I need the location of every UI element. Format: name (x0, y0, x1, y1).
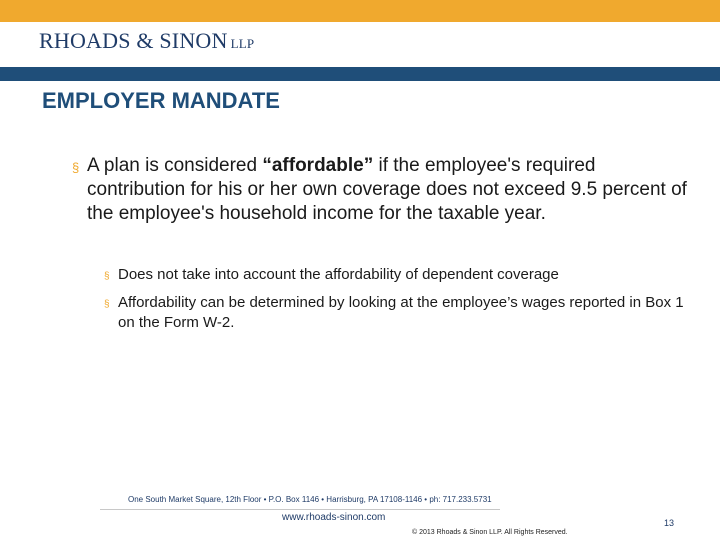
top-accent-bar (0, 0, 720, 22)
logo-suffix: LLP (230, 36, 255, 51)
logo-name: RHOADS & SINON (39, 28, 228, 53)
sub-bullet (104, 265, 684, 285)
main-bullet-text-start: A plan is considered (87, 155, 263, 176)
main-bullet (72, 154, 692, 226)
footer-address: One South Market Square, 12th Floor • P.O. Box 1146 • Harrisburg, PA 17108-1146 • ph: 717.233.5731 (128, 495, 492, 504)
header-divider-bar (0, 67, 720, 81)
sub-bullet-text: Does not take into account the affordability of dependent coverage (118, 266, 559, 283)
sub-bullet (104, 293, 684, 333)
main-bullet-emphasis: “affordable” (262, 155, 374, 176)
footer-divider (100, 509, 500, 510)
slide-title: EMPLOYER MANDATE (42, 88, 280, 113)
bullet-marker-icon: § (104, 299, 110, 310)
bullet-marker-icon: § (72, 160, 80, 175)
main-bullet-text-end: if the employee's required contribution for his or her own coverage does not exceed 9.5 percent of the employee's household income for the taxable year. (87, 155, 687, 224)
bullet-marker-icon: § (104, 271, 110, 282)
page-number: 13 (664, 518, 675, 528)
footer-website: www.rhoads-sinon.com (282, 512, 386, 523)
firm-logo (39, 28, 254, 54)
sub-bullet-text: Affordability can be determined by looking at the employee’s wages reported in Box 1 on the Form W-2. (118, 294, 684, 331)
copyright-notice: © 2013 Rhoads & Sinon LLP. All Rights Reserved. (412, 529, 568, 536)
